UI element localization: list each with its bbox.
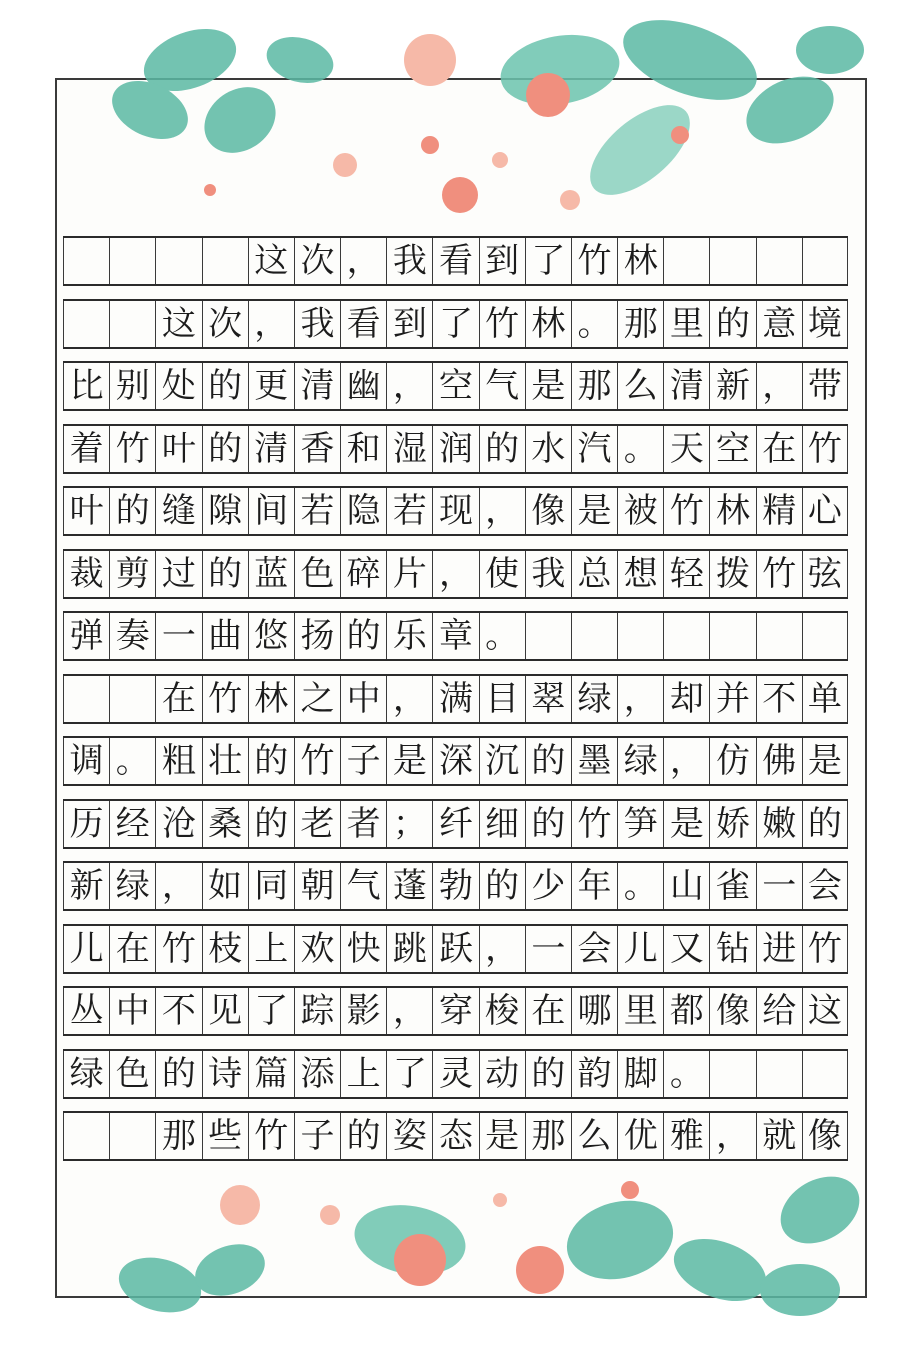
grid-cell: 竹 xyxy=(248,1113,294,1159)
grid-cell: 进 xyxy=(756,926,802,972)
grid-cell: ， xyxy=(709,1113,755,1159)
grid-cell: 么 xyxy=(617,363,663,409)
grid-cell: 中 xyxy=(109,988,155,1034)
grid-cell: 那 xyxy=(155,1113,201,1159)
grid-cell: 我 xyxy=(525,551,571,597)
grid-cell: 粗 xyxy=(155,738,201,784)
grid-cell: 了 xyxy=(248,988,294,1034)
grid-cell: 沉 xyxy=(479,738,525,784)
grid-cell: 色 xyxy=(109,1051,155,1097)
grid-cell: 了 xyxy=(386,1051,432,1097)
grid-cell: ， xyxy=(340,238,386,284)
grid-cell xyxy=(756,613,802,659)
grid-cell: 境 xyxy=(802,301,848,347)
grid-cell: 钻 xyxy=(709,926,755,972)
grid-cell xyxy=(756,238,802,284)
grid-cell xyxy=(109,238,155,284)
grid-cell: 壮 xyxy=(202,738,248,784)
grid-cell: 诗 xyxy=(202,1051,248,1097)
grid-cell: 使 xyxy=(479,551,525,597)
grid-cell: 少 xyxy=(525,863,571,909)
text-row xyxy=(63,1111,848,1161)
grid-cell xyxy=(63,676,109,722)
grid-cell: 湿 xyxy=(386,426,432,472)
grid-cell: 空 xyxy=(709,426,755,472)
grid-cell: 优 xyxy=(617,1113,663,1159)
grid-cell xyxy=(663,238,709,284)
text-row xyxy=(63,674,848,724)
grid-cell: 竹 xyxy=(571,801,617,847)
grid-cell: 并 xyxy=(709,676,755,722)
grid-cell: 天 xyxy=(663,426,709,472)
grid-cell: 看 xyxy=(432,238,478,284)
grid-cell: 上 xyxy=(248,926,294,972)
grid-cell: 。 xyxy=(617,863,663,909)
grid-cell: 扬 xyxy=(294,613,340,659)
grid-cell: 竹 xyxy=(802,426,848,472)
grid-cell: 绿 xyxy=(109,863,155,909)
grid-cell: 次 xyxy=(202,301,248,347)
grid-cell xyxy=(617,613,663,659)
grid-cell: 的 xyxy=(202,426,248,472)
grid-cell: 同 xyxy=(248,863,294,909)
grid-cell: 上 xyxy=(340,1051,386,1097)
grid-cell: 。 xyxy=(479,613,525,659)
grid-cell: 调 xyxy=(63,738,109,784)
grid-cell: 都 xyxy=(663,988,709,1034)
grid-cell: 动 xyxy=(479,1051,525,1097)
grid-cell: 给 xyxy=(756,988,802,1034)
grid-cell: 的 xyxy=(202,551,248,597)
grid-cell: 竹 xyxy=(109,426,155,472)
grid-cell xyxy=(802,1051,848,1097)
grid-cell: 看 xyxy=(340,301,386,347)
grid-cell: 哪 xyxy=(571,988,617,1034)
grid-cell: 蓬 xyxy=(386,863,432,909)
text-row xyxy=(63,986,848,1036)
grid-cell: 竹 xyxy=(756,551,802,597)
grid-cell: 了 xyxy=(432,301,478,347)
grid-cell: 跳 xyxy=(386,926,432,972)
grid-cell: 的 xyxy=(479,426,525,472)
grid-cell: 枝 xyxy=(202,926,248,972)
grid-cell: 是 xyxy=(802,738,848,784)
grid-cell: ， xyxy=(155,863,201,909)
grid-cell: 在 xyxy=(525,988,571,1034)
grid-cell: 片 xyxy=(386,551,432,597)
grid-cell: 的 xyxy=(155,1051,201,1097)
grid-cell: 绿 xyxy=(617,738,663,784)
grid-cell: ， xyxy=(479,926,525,972)
grid-cell: 拨 xyxy=(709,551,755,597)
grid-cell: 娇 xyxy=(709,801,755,847)
grid-cell: 的 xyxy=(525,1051,571,1097)
grid-cell xyxy=(709,1051,755,1097)
grid-cell: 气 xyxy=(340,863,386,909)
grid-cell: 和 xyxy=(340,426,386,472)
grid-cell: 隐 xyxy=(340,488,386,534)
grid-cell: 竹 xyxy=(479,301,525,347)
grid-cell: 在 xyxy=(756,426,802,472)
grid-cell: 叶 xyxy=(155,426,201,472)
grid-cell: 悠 xyxy=(248,613,294,659)
text-row xyxy=(63,299,848,349)
grid-cell xyxy=(155,238,201,284)
grid-cell: 佛 xyxy=(756,738,802,784)
grid-cell: 的 xyxy=(709,301,755,347)
grid-cell: 精 xyxy=(756,488,802,534)
grid-cell: 。 xyxy=(571,301,617,347)
grid-cell: 幽 xyxy=(340,363,386,409)
grid-cell: 历 xyxy=(63,801,109,847)
grid-cell: 的 xyxy=(802,801,848,847)
grid-cell: 。 xyxy=(109,738,155,784)
bottom-leaf-cluster xyxy=(113,1163,872,1321)
grid-cell: 清 xyxy=(663,363,709,409)
grid-cell: 满 xyxy=(432,676,478,722)
title-row xyxy=(63,236,848,286)
grid-cell: 笋 xyxy=(617,801,663,847)
grid-cell: 到 xyxy=(479,238,525,284)
grid-cell: 么 xyxy=(571,1113,617,1159)
grid-cell: 穿 xyxy=(432,988,478,1034)
grid-cell: 章 xyxy=(432,613,478,659)
text-row xyxy=(63,861,848,911)
top-leaf-cluster xyxy=(103,4,864,211)
grid-cell: 的 xyxy=(525,738,571,784)
grid-cell: 的 xyxy=(340,613,386,659)
grid-cell xyxy=(63,1113,109,1159)
grid-cell: ， xyxy=(386,363,432,409)
grid-cell: 朝 xyxy=(294,863,340,909)
grid-cell: 的 xyxy=(248,801,294,847)
grid-cell: 欢 xyxy=(294,926,340,972)
grid-cell: 若 xyxy=(294,488,340,534)
grid-cell: 雅 xyxy=(663,1113,709,1159)
text-row xyxy=(63,799,848,849)
grid-cell: 。 xyxy=(617,426,663,472)
grid-cell xyxy=(109,1113,155,1159)
grid-cell: 林 xyxy=(617,238,663,284)
grid-cell xyxy=(109,301,155,347)
grid-cell: 着 xyxy=(63,426,109,472)
grid-cell: 清 xyxy=(294,363,340,409)
grid-cell: 碎 xyxy=(340,551,386,597)
text-row xyxy=(63,424,848,474)
grid-cell: ， xyxy=(386,988,432,1034)
grid-cell: 裁 xyxy=(63,551,109,597)
grid-cell: 新 xyxy=(63,863,109,909)
grid-cell: 是 xyxy=(386,738,432,784)
grid-cell: 想 xyxy=(617,551,663,597)
grid-cell: 者 xyxy=(340,801,386,847)
grid-cell: 我 xyxy=(294,301,340,347)
grid-cell: 总 xyxy=(571,551,617,597)
grid-cell: 目 xyxy=(479,676,525,722)
grid-cell: 韵 xyxy=(571,1051,617,1097)
grid-cell: 色 xyxy=(294,551,340,597)
grid-cell: 年 xyxy=(571,863,617,909)
grid-cell: 添 xyxy=(294,1051,340,1097)
grid-cell: 嫩 xyxy=(756,801,802,847)
grid-cell: 水 xyxy=(525,426,571,472)
grid-cell: ， xyxy=(386,676,432,722)
grid-cell: 就 xyxy=(756,1113,802,1159)
grid-cell: 踪 xyxy=(294,988,340,1034)
grid-cell: 乐 xyxy=(386,613,432,659)
grid-cell: 到 xyxy=(386,301,432,347)
grid-cell: 单 xyxy=(802,676,848,722)
grid-cell: 灵 xyxy=(432,1051,478,1097)
text-row xyxy=(63,924,848,974)
grid-cell: 这 xyxy=(802,988,848,1034)
grid-cell: 那 xyxy=(525,1113,571,1159)
grid-cell: 里 xyxy=(663,301,709,347)
grid-cell: 弹 xyxy=(63,613,109,659)
grid-cell: 间 xyxy=(248,488,294,534)
grid-cell: 润 xyxy=(432,426,478,472)
grid-cell: 叶 xyxy=(63,488,109,534)
grid-cell: 弦 xyxy=(802,551,848,597)
grid-cell: 绿 xyxy=(571,676,617,722)
grid-cell: 曲 xyxy=(202,613,248,659)
grid-cell xyxy=(571,613,617,659)
grid-cell: 清 xyxy=(248,426,294,472)
grid-cell: 空 xyxy=(432,363,478,409)
grid-cell: 新 xyxy=(709,363,755,409)
grid-cell: 是 xyxy=(663,801,709,847)
grid-cell: 像 xyxy=(525,488,571,534)
grid-cell: 的 xyxy=(340,1113,386,1159)
grid-cell: 老 xyxy=(294,801,340,847)
grid-cell: 次 xyxy=(294,238,340,284)
grid-cell xyxy=(109,676,155,722)
text-row xyxy=(63,361,848,411)
grid-cell: 篇 xyxy=(248,1051,294,1097)
grid-cell xyxy=(202,238,248,284)
grid-cell: ， xyxy=(756,363,802,409)
grid-cell: ， xyxy=(663,738,709,784)
grid-cell: 竹 xyxy=(571,238,617,284)
grid-cell: ， xyxy=(617,676,663,722)
grid-cell: 竹 xyxy=(202,676,248,722)
grid-cell: 不 xyxy=(155,988,201,1034)
grid-cell: 像 xyxy=(802,1113,848,1159)
grid-cell: 的 xyxy=(202,363,248,409)
grid-cell: 林 xyxy=(248,676,294,722)
grid-cell: 现 xyxy=(432,488,478,534)
grid-cell: 缝 xyxy=(155,488,201,534)
grid-cell: 翠 xyxy=(525,676,571,722)
grid-cell: 的 xyxy=(525,801,571,847)
grid-cell: ， xyxy=(479,488,525,534)
grid-cell: 了 xyxy=(525,238,571,284)
grid-cell: 墨 xyxy=(571,738,617,784)
grid-cell: 里 xyxy=(617,988,663,1034)
grid-cell: 儿 xyxy=(63,926,109,972)
grid-cell: 竹 xyxy=(802,926,848,972)
grid-cell xyxy=(663,613,709,659)
grid-cell: 丛 xyxy=(63,988,109,1034)
text-row xyxy=(63,486,848,536)
grid-cell: 之 xyxy=(294,676,340,722)
grid-cell: 在 xyxy=(109,926,155,972)
grid-cell: 林 xyxy=(525,301,571,347)
grid-cell: 香 xyxy=(294,426,340,472)
grid-cell: 竹 xyxy=(155,926,201,972)
grid-cell: 影 xyxy=(340,988,386,1034)
grid-cell xyxy=(709,613,755,659)
grid-cell: 跃 xyxy=(432,926,478,972)
grid-cell: 深 xyxy=(432,738,478,784)
grid-cell: 奏 xyxy=(109,613,155,659)
grid-cell: 纤 xyxy=(432,801,478,847)
grid-cell: 这 xyxy=(155,301,201,347)
grid-cell: 比 xyxy=(63,363,109,409)
grid-cell: 经 xyxy=(109,801,155,847)
grid-cell: 快 xyxy=(340,926,386,972)
grid-cell: 那 xyxy=(617,301,663,347)
grid-cell: ， xyxy=(248,301,294,347)
grid-cell: 脚 xyxy=(617,1051,663,1097)
grid-cell: 心 xyxy=(802,488,848,534)
grid-cell: 勃 xyxy=(432,863,478,909)
grid-cell: 过 xyxy=(155,551,201,597)
grid-cell: 是 xyxy=(525,363,571,409)
grid-cell: 的 xyxy=(479,863,525,909)
grid-cell: 细 xyxy=(479,801,525,847)
grid-cell: 是 xyxy=(571,488,617,534)
grid-cell: 一 xyxy=(155,613,201,659)
grid-cell: 隙 xyxy=(202,488,248,534)
grid-cell: 梭 xyxy=(479,988,525,1034)
grid-cell: 轻 xyxy=(663,551,709,597)
grid-cell: ， xyxy=(432,551,478,597)
grid-cell: 气 xyxy=(479,363,525,409)
grid-cell: 雀 xyxy=(709,863,755,909)
grid-cell: 一 xyxy=(756,863,802,909)
grid-cell: 仿 xyxy=(709,738,755,784)
grid-cell xyxy=(709,238,755,284)
grid-cell: 如 xyxy=(202,863,248,909)
text-row xyxy=(63,736,848,786)
text-row xyxy=(63,549,848,599)
grid-cell: 绿 xyxy=(63,1051,109,1097)
grid-cell: 子 xyxy=(294,1113,340,1159)
grid-cell: 被 xyxy=(617,488,663,534)
grid-cell xyxy=(63,238,109,284)
text-row xyxy=(63,611,848,661)
grid-cell: 竹 xyxy=(663,488,709,534)
grid-cell: 林 xyxy=(709,488,755,534)
grid-cell: 蓝 xyxy=(248,551,294,597)
grid-cell xyxy=(63,301,109,347)
grid-cell: 我 xyxy=(386,238,432,284)
grid-cell xyxy=(756,1051,802,1097)
grid-cell: 些 xyxy=(202,1113,248,1159)
grid-cell xyxy=(525,613,571,659)
grid-cell: 这 xyxy=(248,238,294,284)
grid-cell: 那 xyxy=(571,363,617,409)
grid-cell: 处 xyxy=(155,363,201,409)
grid-cell: 更 xyxy=(248,363,294,409)
grid-cell: 汽 xyxy=(571,426,617,472)
grid-cell xyxy=(802,238,848,284)
grid-cell: 会 xyxy=(571,926,617,972)
grid-cell: 在 xyxy=(155,676,201,722)
grid-cell: ； xyxy=(386,801,432,847)
grid-cell: 子 xyxy=(340,738,386,784)
grid-cell: 桑 xyxy=(202,801,248,847)
grid-cell: 别 xyxy=(109,363,155,409)
grid-cell: 的 xyxy=(248,738,294,784)
grid-cell: 是 xyxy=(479,1113,525,1159)
grid-cell: 。 xyxy=(663,1051,709,1097)
grid-cell: 姿 xyxy=(386,1113,432,1159)
grid-cell: 儿 xyxy=(617,926,663,972)
grid-cell: 的 xyxy=(109,488,155,534)
grid-cell: 意 xyxy=(756,301,802,347)
grid-cell: 沧 xyxy=(155,801,201,847)
grid-cell: 中 xyxy=(340,676,386,722)
grid-cell: 若 xyxy=(386,488,432,534)
text-row xyxy=(63,1049,848,1099)
grid-cell: 山 xyxy=(663,863,709,909)
grid-cell: 态 xyxy=(432,1113,478,1159)
grid-cell: 竹 xyxy=(294,738,340,784)
grid-cell: 像 xyxy=(709,988,755,1034)
grid-cell xyxy=(802,613,848,659)
grid-cell: 又 xyxy=(663,926,709,972)
grid-cell: 却 xyxy=(663,676,709,722)
grid-cell: 剪 xyxy=(109,551,155,597)
grid-cell: 会 xyxy=(802,863,848,909)
grid-cell: 见 xyxy=(202,988,248,1034)
grid-cell: 一 xyxy=(525,926,571,972)
grid-cell: 不 xyxy=(756,676,802,722)
grid-cell: 带 xyxy=(802,363,848,409)
